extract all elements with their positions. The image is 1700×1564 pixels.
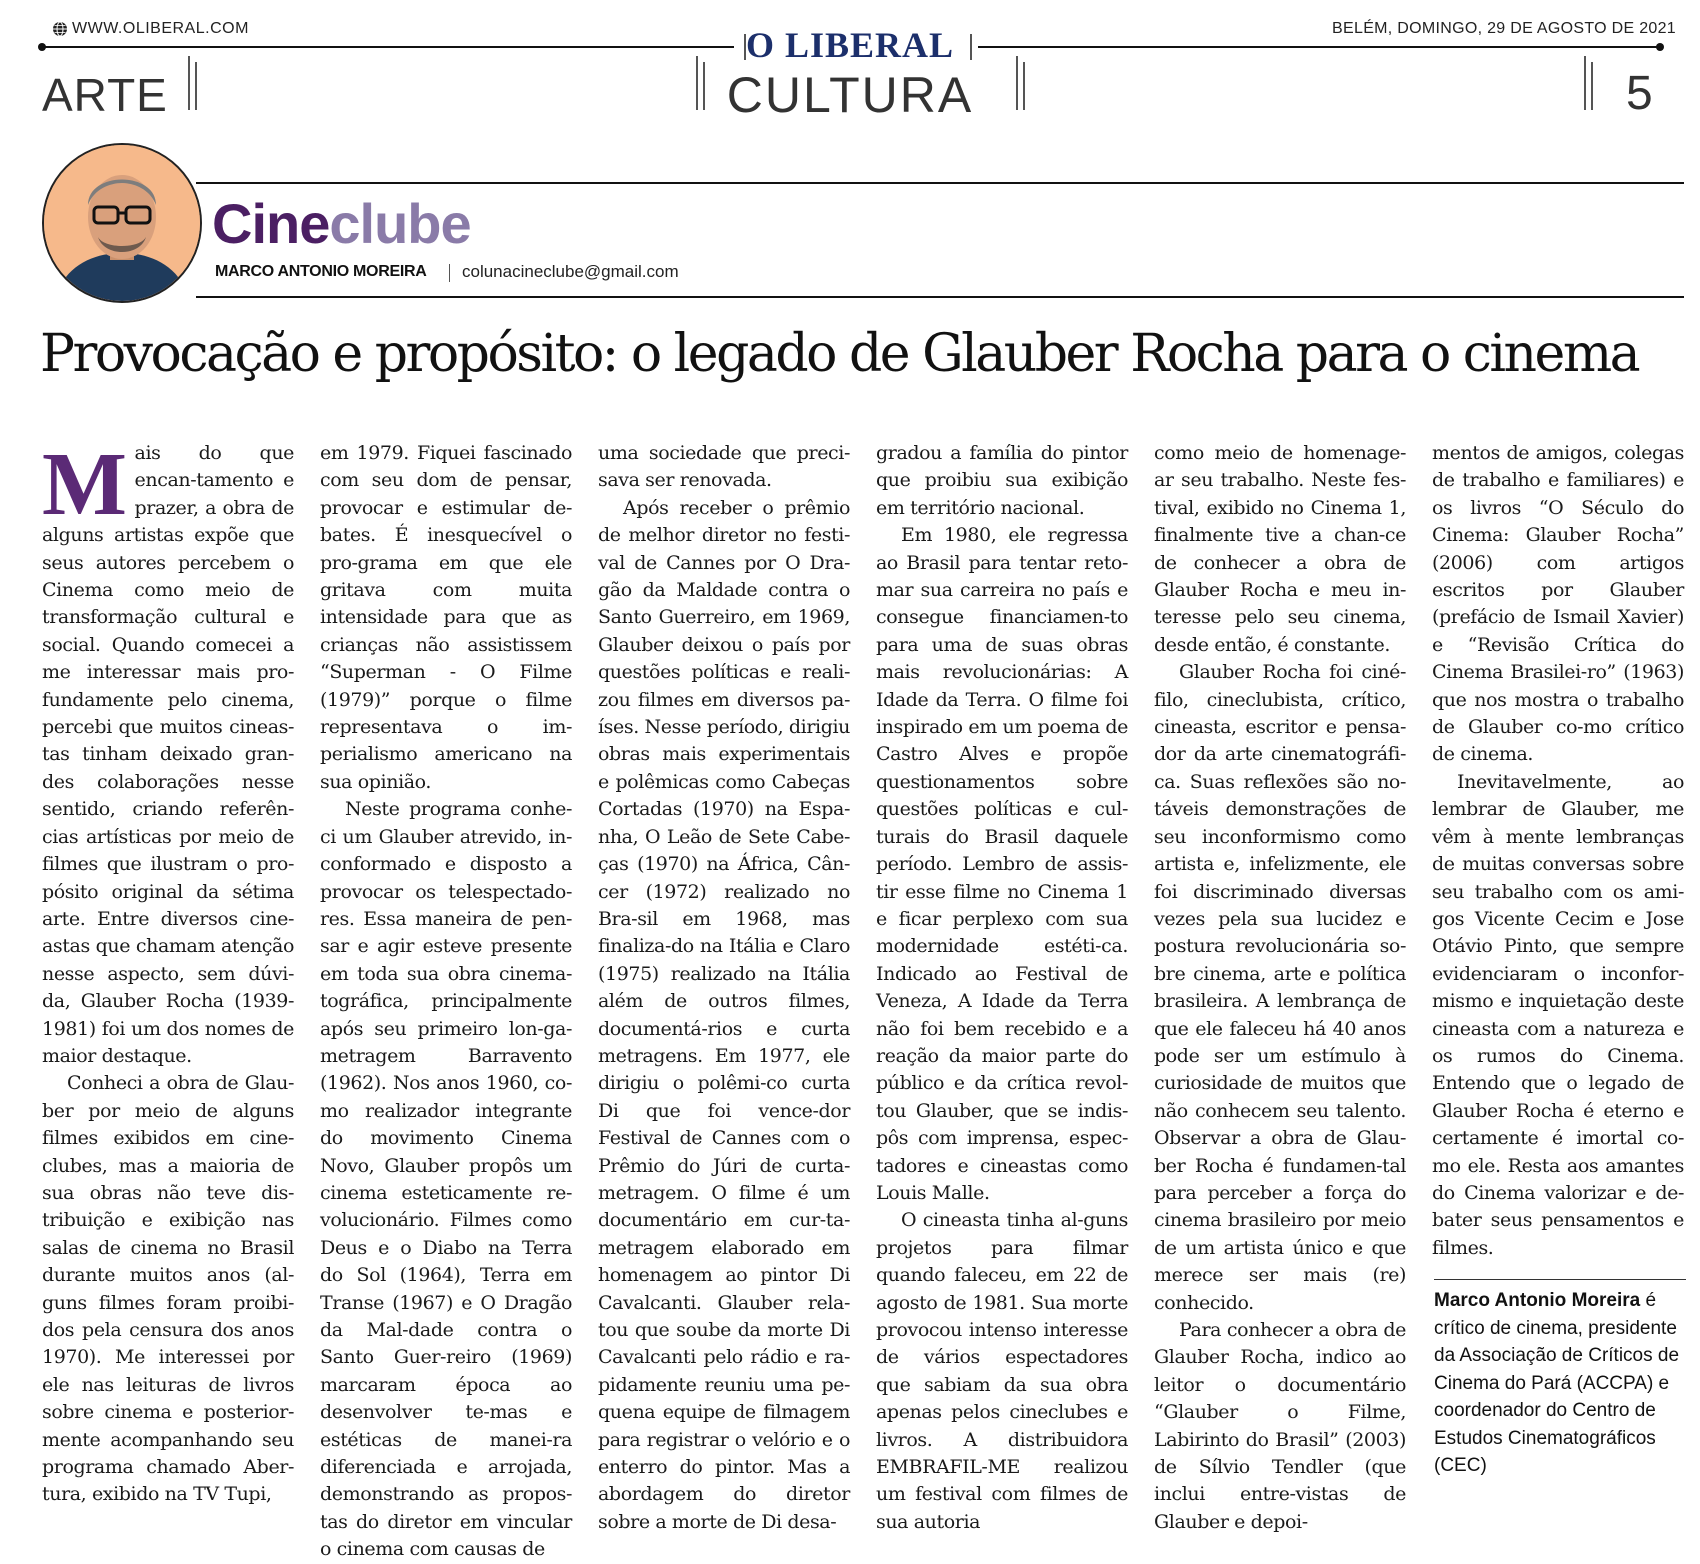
article-paragraph: Conheci a obra de Glau-ber por meio de alguns filmes exibidos em cine-clubes, mas a maioria de sua obras não teve dis-tribuição e exibição nas salas de cinema no Brasil durante muitos anos (al-guns filmes foram proibi-dos pela censura dos anos 1970). Me interessei por ele nas leituras de livros sobre cinema e posterior-mente acompanhando seu programa chamado Aber-tura, exibido na TV Tupi, — [42, 1072, 294, 1506]
article-column-4 — [876, 440, 1128, 1536]
site-url[interactable]: WWW.OLIBERAL.COM — [72, 20, 249, 37]
section-divider — [1016, 56, 1018, 110]
article-paragraph: em 1979. Fiquei fascinado com seu dom de pensar, provocar e estimular de-bates. É inesquecível o pro-grama em que ele gritava com muita intensidade para que as crianças não assistissem “Superman - O Filme (1979)” porque o filme representava o im-perialismo americano na sua opinião. — [320, 442, 572, 793]
article-paragraph: gradou a família do pintor que proibiu sua exibição em território nacional. — [876, 442, 1128, 519]
page-number: 5 — [1626, 67, 1653, 120]
article-paragraph: como meio de homenage-ar seu trabalho. Neste fes-tival, exibido no Cinema 1, finalmente tive a chan-ce de conhecer a obra de Glauber Rocha e meu in-teresse pelo seu cinema, desde então, é constante. — [1154, 442, 1406, 656]
article-paragraph: mentos de amigos, colegas de trabalho e familiares) e os livros “O Século do Cinema: Glauber Rocha” (2006) com artigos escritos por Glauber (prefácio de Ismail Xavier) e “Revisão Crítica do Cinema Brasilei-ro” (1963) que nos mostra o trabalho de Glauber co-mo crítico de cinema. — [1432, 442, 1684, 766]
author-portrait — [44, 145, 200, 301]
author-email[interactable]: colunacineclube@gmail.com — [462, 262, 679, 281]
paragraph-text: ais do que encan-tamento e prazer, a obra de alguns artistas expõe que seus autores percebem o Cinema como meio de transformação cultural e social. Quando comecei a me interessar mais pro-fundamente pelo cinema, percebi que muitos cineas-tas tinham deixado gran-des colaborações nesse sentido, criando referên-cias artísticas por meio de filmes que ilustram o pro-pósito original da sétima arte. Entre diversos cine-astas que chamam atenção nesse aspecto, sem dúvi-da, Glauber Rocha (1939-1981) foi um dos nomes de maior destaque. — [42, 442, 294, 1067]
author-bio — [1434, 1287, 1686, 1480]
section-label-arte: ARTE — [42, 69, 168, 121]
article-column-1 — [42, 435, 294, 1509]
section-divider — [1591, 62, 1593, 110]
article-paragraph: Glauber Rocha foi ciné-filo, cineclubista, crítico, cineasta, escritor e pensa-dor da arte cinematográfi-ca. Suas reflexões são no-táveis demonstrações de seu inconformismo como artista e, infelizmente, ele foi discriminado diversas vezes pela sua lucidez e postura revolucionária so-bre cinema, arte e política brasileira. A lembrança de que ele faleceu há 40 anos pode ser um estímulo à curiosidade de muitos que não conhecem seu talento. Observar a obra de Glau-ber Rocha é fundamen-tal para perceber a força do cinema brasileiro por meio de um artista único e que merece ser mais (re) conhecido. — [1154, 661, 1406, 1314]
article-paragraph: Em 1980, ele regressa ao Brasil para tentar reto-mar sua carreira no país e consegue financiamen-to para uma de suas obras mais revolucionárias: A Idade da Terra. O filme foi inspirado em um poema de Castro Alves e propõe questionamentos sobre questões políticas e cul-turais do Brasil daquele período. Lembro de assis-tir esse filme no Cinema 1 e ficar perplexo com sua modernidade estéti-ca. Indicado ao Festival de Veneza, A Idade da Terra não foi bem recebido e a reação da maior parte do público e da crítica revol-tou Glauber, que se indis-pôs com imprensa, espec-tadores e cineastas como Louis Malle. — [876, 524, 1128, 1204]
article-paragraph: Neste programa conhe-ci um Glauber atrevido, in-conformado e disposto a provocar os telespectado-res. Essa maneira de pen-sar e agir esteve presente em toda sua obra cinema-tográfica, principalmente após seu primeiro lon-ga-metragem Barravento (1962). Nos anos 1960, co-mo realizador integrante do movimento Cinema Novo, Glauber propôs um cinema esteticamente re-volucionário. Filmes como Deus e o Diabo na Terra do Sol (1964), Terra em Transe (1967) e O Dragão da Mal-dade contra o Santo Guer-reiro (1969) marcaram época ao desenvolver te-mas e estéticas de manei-ra diferenciada e arrojada, demonstrando as propos-tas do diretor em vincular o cinema com causas de — [320, 798, 572, 1561]
article-paragraph: Para conhecer a obra de Glauber Rocha, indico ao leitor o documentário “Glauber o Filme, Labirinto do Brasil” (2003) de Sílvio Tendler (que inclui entre-vistas de Glauber e depoi- — [1154, 1319, 1406, 1533]
article-column-6 — [1432, 440, 1684, 1262]
bio-rule — [1434, 1279, 1686, 1280]
article-paragraph — [42, 435, 294, 1070]
dropcap: M — [42, 435, 127, 534]
author-divider — [449, 264, 450, 282]
column-head-rule-top — [196, 182, 1684, 184]
article-paragraph: O cineasta tinha al-guns projetos para filmar quando faleceu, em 22 de agosto de 1981. Sua morte provocou intenso interesse de vários espectadores que sabiam da sua obra apenas pelos cineclubes e livros. A distribuidora EMBRAFIL-ME realizou um festival com filmes de sua autoria — [876, 1209, 1128, 1533]
column-title — [212, 192, 471, 255]
section-label-cultura: CULTURA — [726, 67, 974, 123]
article-column-2 — [320, 440, 572, 1564]
column-title-part2: clube — [329, 192, 471, 255]
article-paragraph: Inevitavelmente, ao lembrar de Glauber, me vêm à mente lembranças de muitas conversas sobre seu trabalho com os ami-gos Vicente Cecim e Jose Otávio Pinto, que sempre evidenciaram o inconfor-mismo e inquietação deste cineasta com a natureza e os rumos do Cinema. Entendo que o legado de Glauber Rocha é eterno e certamente é imortal co-mo ele. Resta aos amantes do Cinema valorizar e de-bater seus pensamentos e filmes. — [1432, 770, 1684, 1259]
author-avatar — [42, 143, 202, 303]
column-title-part1: Cine — [212, 192, 330, 255]
author-name: MARCO ANTONIO MOREIRA — [215, 263, 427, 280]
article-column-3 — [598, 440, 850, 1536]
headline: Provocação e propósito: o legado de Glauber Rocha para o cinema — [40, 324, 1639, 384]
article-column-5 — [1154, 440, 1406, 1536]
column-head-rule-bottom — [196, 296, 1684, 298]
article-paragraph: uma sociedade que preci-sava ser renovada. — [598, 442, 850, 492]
bio-name: Marco Antonio Moreira — [1434, 1290, 1641, 1311]
section-divider — [1023, 62, 1025, 110]
newspaper-logo[interactable]: O LIBERAL — [745, 25, 955, 65]
bio-text: é crítico de cinema, presidente da Associação de Críticos de Cinema do Pará (ACCPA) e coordenador do Centro de Estudos Cinematográficos (CEC) — [1434, 1290, 1680, 1476]
section-divider — [1584, 56, 1586, 110]
article-paragraph: Após receber o prêmio de melhor diretor no festi-val de Cannes por O Dra-gão da Maldade contra o Santo Guerreiro, em 1969, Glauber deixou o país por questões políticas e reali-zou filmes em diversos pa-íses. Nesse período, dirigiu obras mais experimentais e polêmicas como Cabeças Cortadas (1970) na Espa-nha, O Leão de Sete Cabe-ças (1970) na África, Cân-cer (1972) realizado no Bra-sil em 1968, mas finaliza-do na Itália e Claro (1975) realizado na Itália além de outros filmes, documentá-rios e curta metragens. Em 1977, ele dirigiu o polêmi-co curta Di que foi vence-dor Festival de Cannes com o Prêmio do Júri de curta-metragem. O filme é um documentário em cur-ta-metragem elaborado em homenagem ao pintor Di Cavalcanti. Glauber rela-tou que soube da morte Di Cavalcanti pelo rádio e ra-pidamente reuniu uma pe-quena equipe de filmagem para registrar o velório e o enterro do pintor. Mas a abordagem do diretor sobre a morte de Di desa- — [598, 496, 850, 1533]
dateline: BELÉM, DOMINGO, 29 DE AGOSTO DE 2021 — [1332, 20, 1676, 37]
